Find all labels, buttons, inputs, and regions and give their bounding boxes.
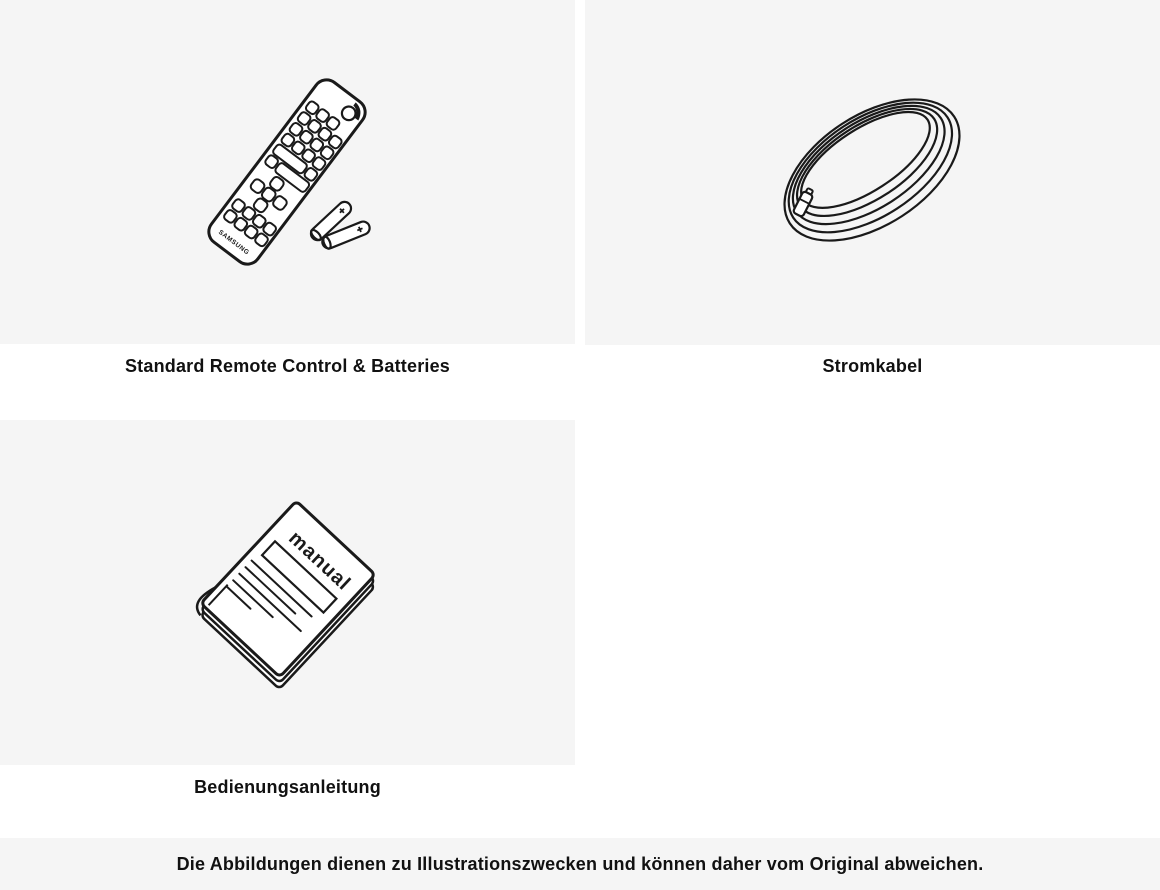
power-cable-illustration bbox=[585, 0, 1160, 345]
manual-illustration bbox=[0, 420, 575, 765]
accessory-tile-manual bbox=[0, 420, 575, 765]
accessory-tile-cable bbox=[585, 0, 1160, 345]
footer-disclaimer-text: Die Abbildungen dienen zu Illustrationszwecken und können daher vom Original abweichen. bbox=[176, 853, 984, 874]
accessory-tile-remote bbox=[0, 0, 575, 344]
cable-coil bbox=[760, 70, 984, 269]
remote-and-batteries-illustration bbox=[0, 0, 575, 344]
remote-brand-text: SAMSUNG bbox=[216, 228, 251, 257]
accessory-label-manual: Bedienungsanleitung bbox=[194, 777, 381, 797]
accessory-label-cable: Stromkabel bbox=[822, 356, 923, 376]
footer-disclaimer bbox=[0, 838, 1160, 890]
manual-cover-text: manual bbox=[284, 527, 355, 595]
accessory-label-remote: Standard Remote Control & Batteries bbox=[124, 356, 451, 376]
manual-cover bbox=[201, 501, 375, 677]
